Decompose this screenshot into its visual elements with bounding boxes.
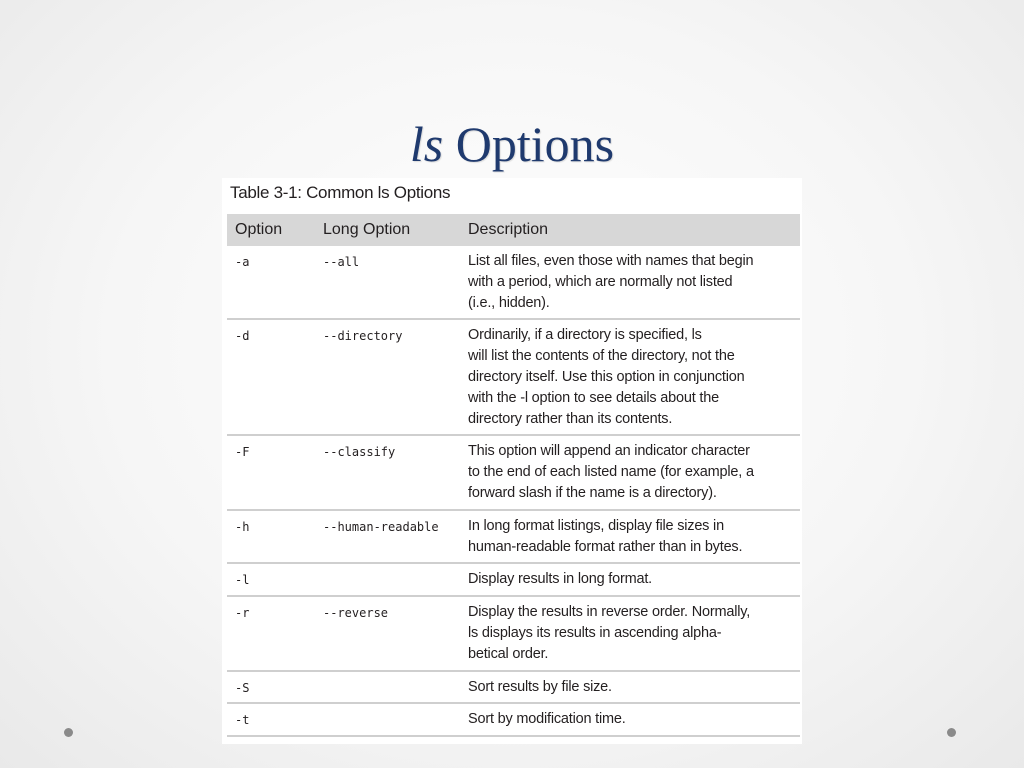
long-option-cell: --reverse <box>315 596 460 670</box>
table-row <box>227 703 800 736</box>
description-line: with a period, which are normally not listed <box>468 273 733 290</box>
description-line: (i.e., hidden). <box>468 294 550 311</box>
table-body <box>227 246 800 736</box>
slide-decoration-dot-right <box>947 728 956 737</box>
slide-title-rest: Options <box>455 116 615 172</box>
option-cell: -d <box>227 319 315 435</box>
description-line: directory itself. Use this option in conjunction <box>468 368 745 385</box>
description-cell <box>460 671 800 704</box>
description-cell <box>460 319 800 435</box>
long-option-cell <box>315 671 460 704</box>
table-row <box>227 671 800 704</box>
table-row <box>227 510 800 564</box>
table-header-row <box>227 214 800 246</box>
long-option-cell: --classify <box>315 435 460 509</box>
description-line: List all files, even those with names that begin <box>468 253 754 269</box>
description-line: to the end of each listed name (for example, a <box>468 464 754 481</box>
description-cell <box>460 703 800 736</box>
slide-title <box>0 112 1024 176</box>
description-cell <box>460 563 800 596</box>
options-table-figure <box>222 178 802 744</box>
long-option-cell: --directory <box>315 319 460 435</box>
option-cell: -r <box>227 596 315 670</box>
slide-decoration-dot-left <box>64 728 73 737</box>
long-option-cell <box>315 563 460 596</box>
long-option-cell <box>315 703 460 736</box>
description-line: Display the results in reverse order. Normally, <box>468 604 751 621</box>
description-line: This option will append an indicator character <box>468 443 750 460</box>
long-option-cell: --all <box>315 246 460 319</box>
description-line: In long format listings, display file sizes in <box>468 517 724 534</box>
description-cell <box>460 435 800 509</box>
option-cell: -t <box>227 703 315 736</box>
description-line: forward slash if the name is a directory). <box>468 484 717 501</box>
option-cell: -F <box>227 435 315 509</box>
table-row <box>227 435 800 509</box>
header-long-option: Long Option <box>315 214 460 246</box>
table-caption: Table 3-1: Common ls Options <box>230 183 451 202</box>
table-row <box>227 246 800 319</box>
slide-title-command: ls <box>409 116 444 172</box>
description-cell <box>460 596 800 670</box>
option-cell: -h <box>227 510 315 564</box>
description-line: Display results in long format. <box>468 571 652 588</box>
options-table <box>227 214 800 737</box>
table-row <box>227 563 800 596</box>
table-row <box>227 596 800 670</box>
option-cell: -a <box>227 246 315 319</box>
table-row <box>227 319 800 435</box>
description-line: will list the contents of the directory, not the <box>468 348 735 365</box>
option-cell: -l <box>227 563 315 596</box>
description-line: Sort by modification time. <box>468 711 626 728</box>
header-description: Description <box>460 214 800 246</box>
description-line: Sort results by file size. <box>468 678 612 695</box>
description-line: directory rather than its contents. <box>468 410 673 427</box>
description-cell <box>460 510 800 564</box>
description-cell <box>460 246 800 319</box>
header-option: Option <box>227 214 315 246</box>
description-line: human-readable format rather than in bytes. <box>468 538 743 555</box>
description-line: with the -l option to see details about the <box>468 389 719 406</box>
description-line: Ordinarily, if a directory is specified, ls <box>468 327 702 344</box>
option-cell: -S <box>227 671 315 704</box>
description-line: ls displays its results in ascending alpha- <box>468 624 722 641</box>
long-option-cell: --human-readable <box>315 510 460 564</box>
description-line: betical order. <box>468 645 549 662</box>
